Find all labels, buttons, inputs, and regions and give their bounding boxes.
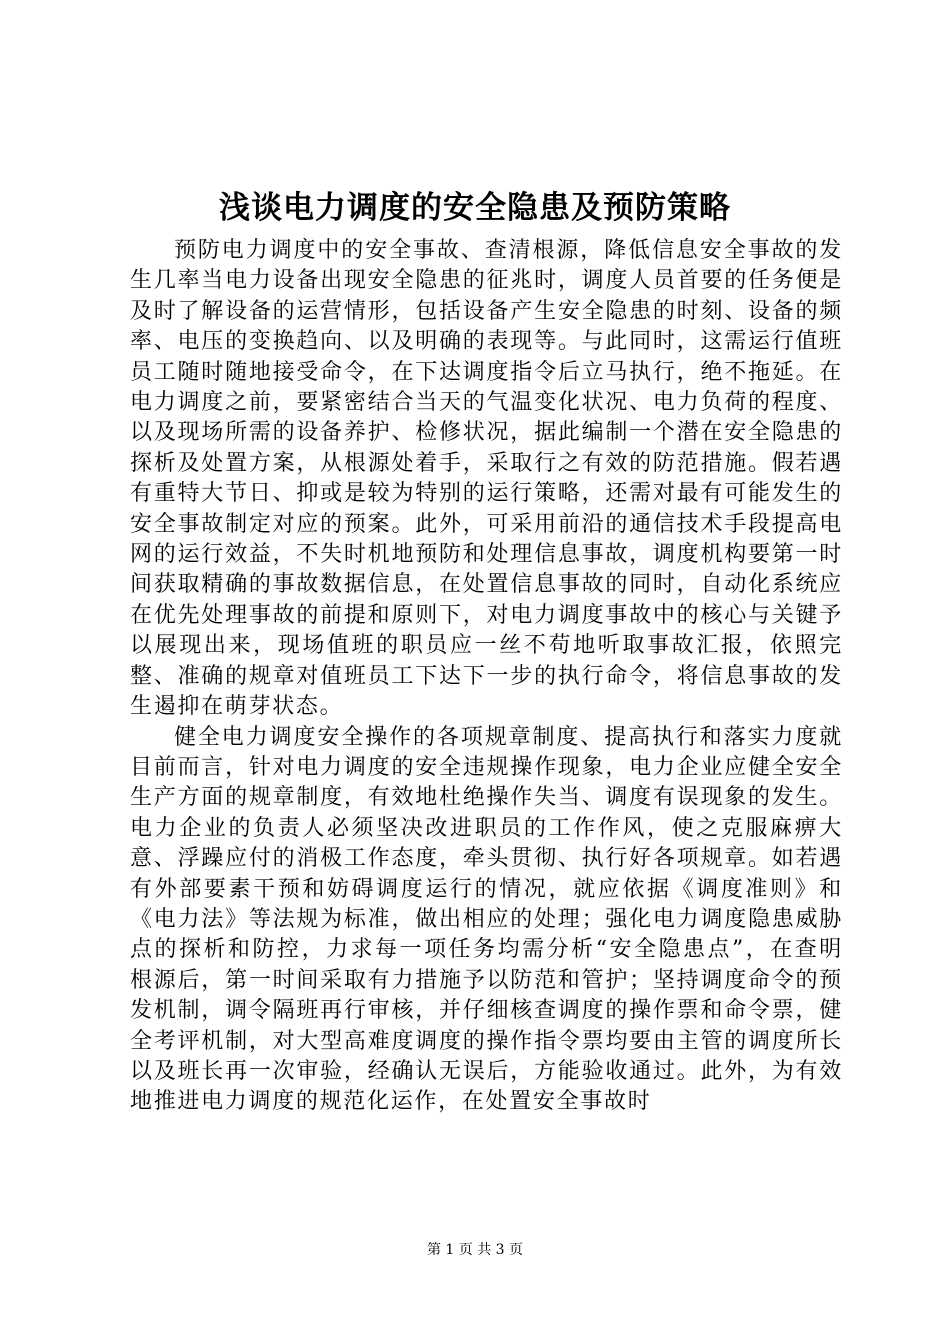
paragraph-2: 健全电力调度安全操作的各项规章制度、提高执行和落实力度就目前而言，针对电力调度的安全违规操作现象，电力企业应健全安全生产方面的规章制度，有效地杜绝操作失当、调度有误现象的发生。电力企业的负责人必须坚决改进职员的工作作风，使之克服麻痹大意、浮躁应付的消极工作态度，牵头贯彻、执行好各项规章。如若遇有外部要素干预和妨碍调度运行的情况，就应依据《调度准则》和《电力法》等法规为标准，做出相应的处理；强化电力调度隐患威胁点的探析和防控，力求每一项任务均需分析“安全隐患点”，在查明根源后，第一时间采取有力措施予以防范和管护；坚持调度命令的预发机制，调令隔班再行审核，并仔细核查调度的操作票和命令票，健全考评机制，对大型高难度调度的操作指令票均要由主管的调度所长以及班长再一次审验，经确认无误后，方能验收通过。此外，为有效地推进电力调度的规范化运作，在处置安全事故时 xyxy=(130,724,843,1115)
paragraph-1: 预防电力调度中的安全事故、查清根源，降低信息安全事故的发生几率当电力设备出现安全隐患的征兆时，调度人员首要的任务便是及时了解设备的运营情形，包括设备产生安全隐患的时刻、设备的频率、电压的变换趋向、以及明确的表现等。与此同时，这需运行值班员工随时随地接受命令，在下达调度指令后立马执行，绝不拖延。在电力调度之前，要紧密结合当天的气温变化状况、电力负荷的程度、以及现场所需的设备养护、检修状况，据此编制一个潜在安全隐患的探析及处置方案，从根源处着手，采取行之有效的防范措施。假若遇有重特大节日、抑或是较为特别的运行策略，还需对最有可能发生的安全事故制定对应的预案。此外，可采用前沿的通信技术手段提高电网的运行效益，不失时机地预防和处理信息事故，调度机构要第一时间获取精确的事故数据信息，在处置信息事故的同时，自动化系统应在优先处理事故的前提和原则下，对电力调度事故中的核心与关键予以展现出来，现场值班的职员应一丝不苟地听取事故汇报，依照完整、准确的规章对值班员工下达下一步的执行命令，将信息事故的发生遏抑在萌芽状态。 xyxy=(130,238,843,720)
document-title: 浅谈电力调度的安全隐患及预防策略 xyxy=(219,190,731,226)
page-number-footer: 第 1 页 共 3 页 xyxy=(426,1242,524,1258)
document-body xyxy=(130,236,843,1118)
